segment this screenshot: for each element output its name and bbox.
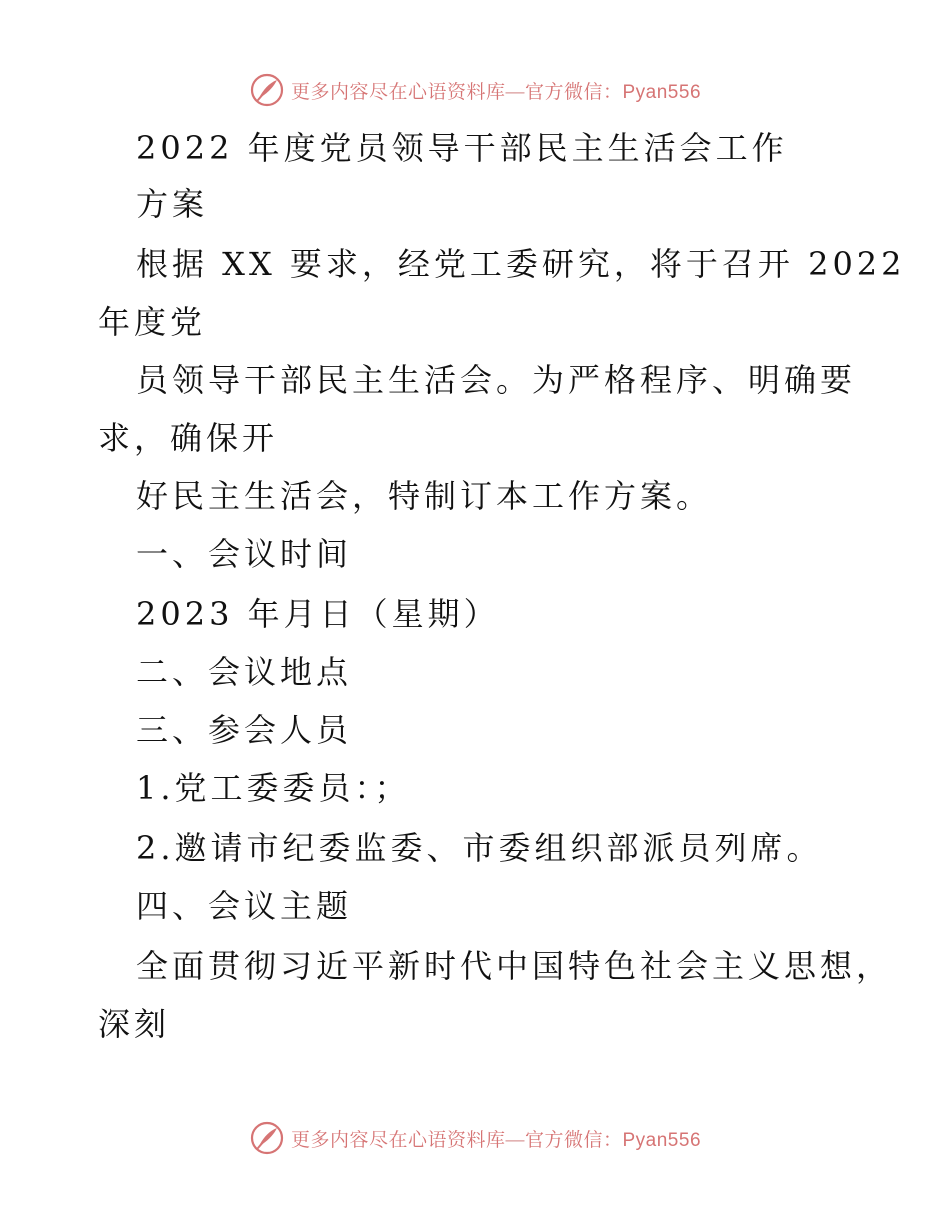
paragraph-line: 全面贯彻习近平新时代中国特色社会主义思想， <box>136 947 893 985</box>
paragraph-line: 2023 年月日（星期） <box>136 595 500 633</box>
section-heading: 三、参会人员 <box>136 711 353 749</box>
document-title-line-2: 方案 <box>136 185 209 223</box>
watermark-text: 更多内容尽在心语资料库—官方微信：Pyan556 <box>290 1129 702 1151</box>
paragraph-line: 好民主生活会，特制订本工作方案。 <box>136 477 713 515</box>
header-watermark <box>0 68 950 112</box>
section-heading: 二、会议地点 <box>136 653 353 691</box>
footer-watermark <box>0 1116 950 1160</box>
paragraph-line: 深刻 <box>98 1005 171 1043</box>
document-title-line-1: 2022 年度党员领导干部民主生活会工作 <box>136 129 788 167</box>
list-item: 1.党工委委员：； <box>136 769 411 807</box>
paragraph-line: 根据 XX 要求，经党工委研究，将于召开 2022 <box>136 245 906 283</box>
section-heading: 四、会议主题 <box>136 887 353 925</box>
list-item: 2.邀请市纪委监委、市委组织部派员列席。 <box>136 829 823 867</box>
feather-pen-logo-icon <box>249 72 285 108</box>
feather-pen-logo-icon <box>249 1120 285 1156</box>
paragraph-line: 年度党 <box>98 303 207 341</box>
paragraph-line: 员领导干部民主生活会。为严格程序、明确要 <box>136 361 857 399</box>
paragraph-line: 求，确保开 <box>98 419 279 457</box>
watermark-text: 更多内容尽在心语资料库—官方微信：Pyan556 <box>290 81 702 103</box>
section-heading: 一、会议时间 <box>136 535 353 573</box>
